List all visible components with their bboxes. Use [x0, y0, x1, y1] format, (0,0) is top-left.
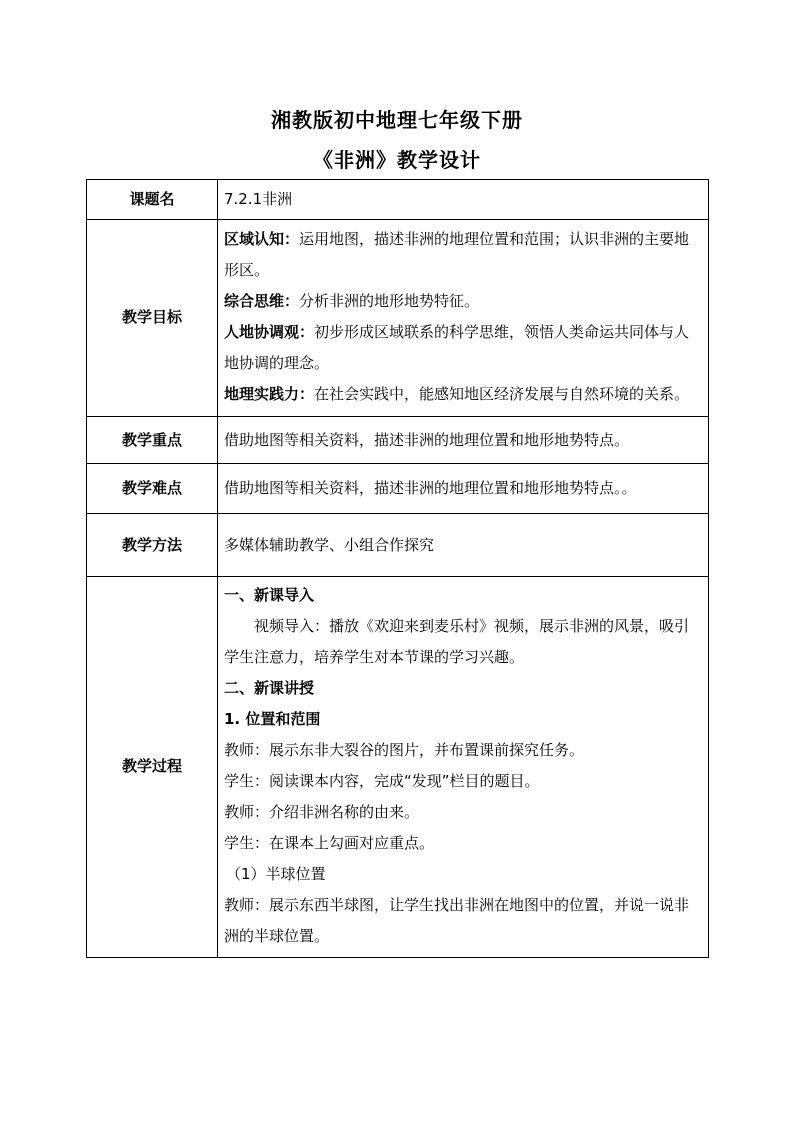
subsection-heading: （1）半球位置 [226, 865, 326, 883]
label-goals: 教学目标 [87, 220, 218, 417]
document-subtitle: 《非洲》教学设计 [313, 148, 481, 172]
row-methods [87, 514, 709, 577]
goal-item [224, 317, 702, 379]
row-process [87, 577, 709, 958]
row-difficulties [87, 464, 709, 514]
goal-text: 分析非洲的地形地势特征。 [299, 292, 480, 310]
value-goals [218, 220, 709, 417]
label-process: 教学过程 [87, 577, 218, 958]
goal-item [224, 379, 702, 410]
goal-text: 在社会实践中，能感知地区经济发展与自然环境的关系。 [314, 385, 690, 403]
value-process [218, 577, 709, 958]
goal-text: 初步形成区域联系的科学思维，领悟人类命运共同体与人地协调的理念。 [224, 323, 690, 372]
paragraph: 学生：阅读课本内容，完成“发现”栏目的题目。 [224, 772, 540, 790]
lesson-plan-table [86, 179, 709, 958]
value-key-points: 借助地图等相关资料，描述非洲的地理位置和地形地势特点。 [218, 417, 709, 464]
row-key-points [87, 417, 709, 464]
value-difficulties: 借助地图等相关资料，描述非洲的地理位置和地形地势特点。。 [218, 464, 709, 514]
goal-head: 区域认知： [224, 230, 300, 248]
paragraph: 视频导入：播放《欢迎来到麦乐村》视频，展示非洲的风景，吸引学生注意力，培养学生对本节课的学习兴趣。 [224, 617, 690, 666]
paragraph: 教师：介绍非洲名称的由来。 [224, 803, 420, 821]
paragraph: 教师：展示东非大裂谷的图片，并布置课前探究任务。 [224, 741, 585, 759]
section-heading: 二、新课讲授 [224, 679, 315, 697]
goal-text: 运用地图，描述非洲的地理位置和范围；认识非洲的主要地形区。 [224, 230, 690, 279]
goal-item [224, 286, 702, 317]
document-title: 湘教版初中地理七年级下册 [271, 108, 523, 132]
label-difficulties: 教学难点 [87, 464, 218, 514]
value-methods: 多媒体辅助教学、小组合作探究 [218, 514, 709, 577]
row-topic [87, 180, 709, 220]
subsection-heading: 1. 位置和范围 [224, 710, 321, 728]
value-topic: 7.2.1非洲 [218, 180, 709, 220]
goal-head: 人地协调观： [224, 323, 315, 341]
label-topic: 课题名 [87, 180, 218, 220]
section-heading: 一、新课导入 [224, 586, 315, 604]
paragraph: 学生：在课本上勾画对应重点。 [224, 834, 435, 852]
label-key-points: 教学重点 [87, 417, 218, 464]
goal-head: 地理实践力： [224, 385, 315, 403]
goal-item [224, 224, 702, 286]
goal-head: 综合思维： [224, 292, 300, 310]
label-methods: 教学方法 [87, 514, 218, 577]
paragraph: 教师：展示东西半球图，让学生找出非洲在地图中的位置，并说一说非洲的半球位置。 [224, 896, 690, 945]
row-goals [87, 220, 709, 417]
